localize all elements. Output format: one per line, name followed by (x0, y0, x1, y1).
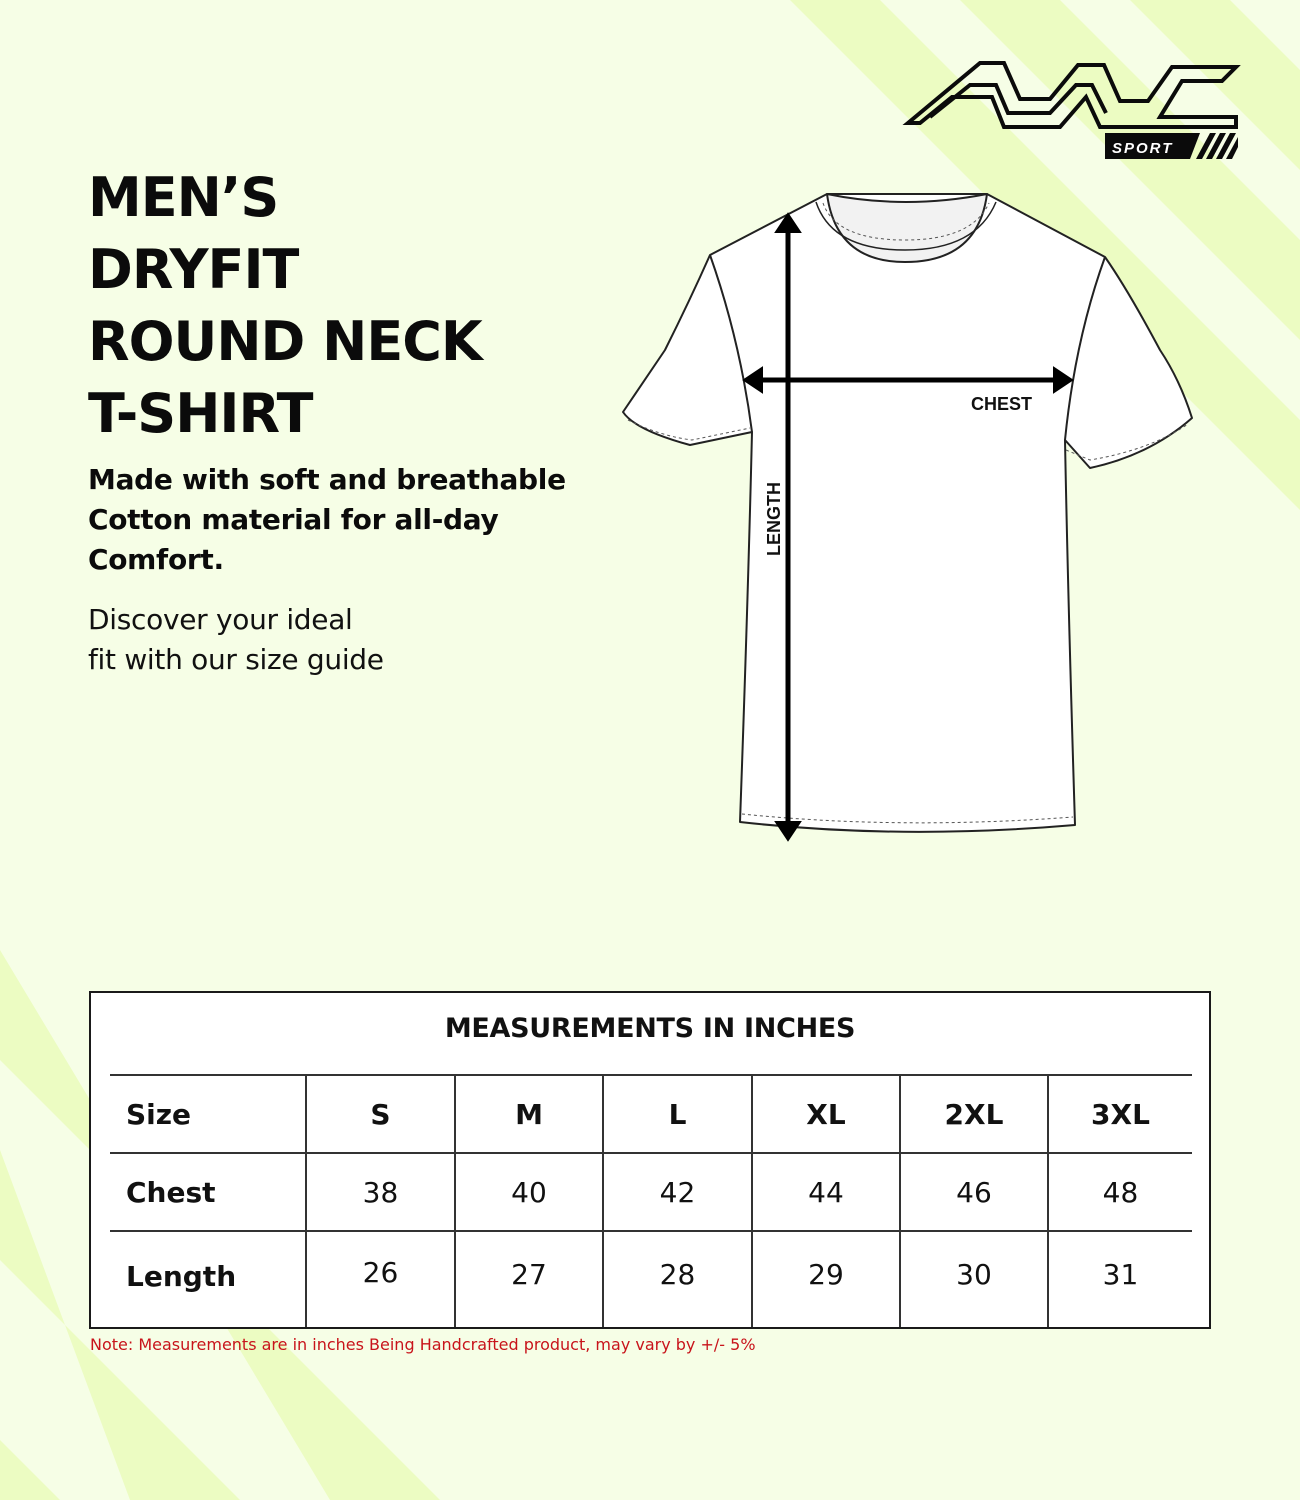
logo-subtext: SPORT (1112, 140, 1174, 157)
column-header-xl: XL (806, 1098, 846, 1131)
column-header-3xl: 3XL (1091, 1098, 1150, 1131)
size-grid (110, 1074, 1192, 1327)
row-label-chest: Chest (126, 1176, 216, 1209)
description-line-3: Comfort. (88, 543, 224, 576)
chest-value-l: 42 (659, 1176, 696, 1209)
length-value-3xl: 31 (1102, 1258, 1139, 1291)
length-value-xl: 29 (808, 1258, 844, 1291)
description-line-2: Cotton material for all-day (88, 503, 499, 536)
column-header-s: S (370, 1098, 391, 1131)
page-title (88, 162, 482, 450)
length-value-2xl: 30 (956, 1258, 992, 1291)
column-header-m: M (515, 1098, 543, 1131)
length-value-s: 26 (362, 1256, 399, 1289)
table-heading: MEASUREMENTS IN INCHES (444, 1013, 856, 1044)
title-line-3: ROUND NECK (88, 310, 482, 373)
product-description (88, 460, 588, 580)
chest-value-3xl: 48 (1102, 1176, 1139, 1209)
chest-value-m: 40 (511, 1176, 547, 1209)
tshirt-outline (623, 194, 1192, 832)
column-header-size: Size (126, 1098, 192, 1131)
row-label-length: Length (126, 1260, 237, 1293)
chest-value-s: 38 (362, 1176, 399, 1209)
chest-label: CHEST (971, 394, 1033, 414)
chest-value-xl: 44 (808, 1176, 844, 1209)
tagline-line-1: Discover your ideal (88, 603, 353, 636)
title-line-2: DRYFIT (88, 238, 299, 301)
size-guide-tagline (88, 600, 384, 680)
length-label: LENGTH (764, 482, 784, 556)
description-line-1: Made with soft and breathable (88, 463, 566, 496)
measurement-note: Note: Measurements are in inches Being Handcrafted product, may vary by +/- 5% (90, 1335, 756, 1354)
tshirt-diagram (610, 180, 1210, 860)
tagline-line-2: fit with our size guide (88, 643, 384, 676)
column-header-l: L (668, 1098, 687, 1131)
length-value-m: 27 (511, 1258, 547, 1291)
size-table (89, 991, 1211, 1329)
title-line-1: MEN’S (88, 166, 279, 229)
title-line-4: T-SHIRT (88, 382, 313, 445)
column-header-2xl: 2XL (944, 1098, 1004, 1131)
brand-logo (900, 55, 1245, 165)
chest-value-2xl: 46 (956, 1176, 992, 1209)
length-value-l: 28 (659, 1258, 696, 1291)
